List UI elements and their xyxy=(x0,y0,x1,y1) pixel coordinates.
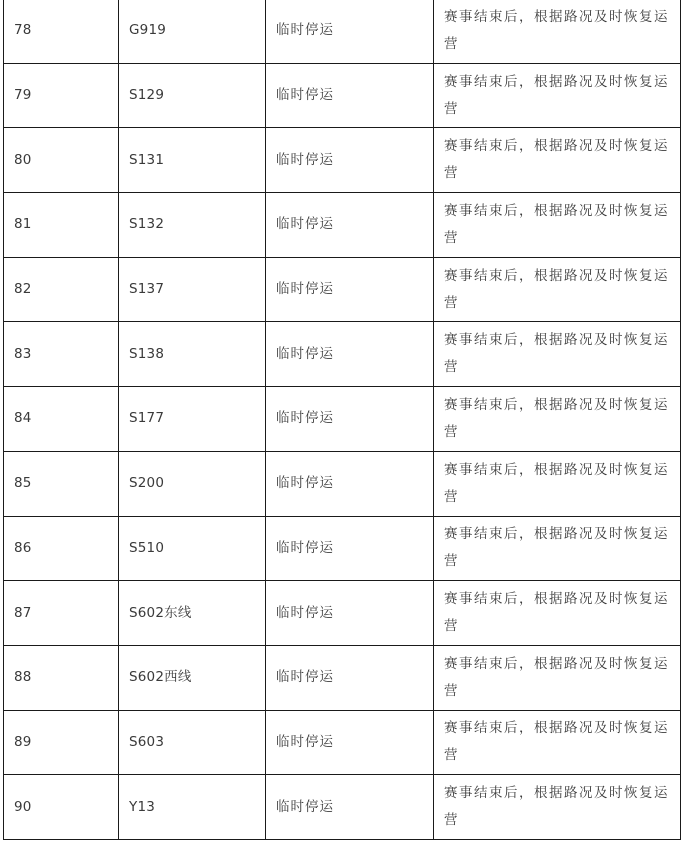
table-row xyxy=(4,710,681,775)
road-code-cell: S131 xyxy=(119,128,266,193)
note-cell: 赛事结束后，根据路况及时恢复运营 xyxy=(434,581,681,646)
route-status-table xyxy=(3,0,681,840)
table-row xyxy=(4,257,681,322)
row-number-cell: 86 xyxy=(4,516,119,581)
road-code-cell: G919 xyxy=(119,0,266,63)
row-number-cell: 78 xyxy=(4,0,119,63)
table-row xyxy=(4,451,681,516)
note-cell: 赛事结束后，根据路况及时恢复运营 xyxy=(434,257,681,322)
status-cell: 临时停运 xyxy=(266,581,434,646)
status-cell: 临时停运 xyxy=(266,775,434,840)
status-cell: 临时停运 xyxy=(266,63,434,128)
table-row xyxy=(4,581,681,646)
table-row xyxy=(4,645,681,710)
note-cell: 赛事结束后，根据路况及时恢复运营 xyxy=(434,128,681,193)
table-row xyxy=(4,0,681,63)
road-code-cell: S603 xyxy=(119,710,266,775)
road-code-cell: S602东线 xyxy=(119,581,266,646)
table-row xyxy=(4,63,681,128)
table-row xyxy=(4,128,681,193)
row-number-cell: 90 xyxy=(4,775,119,840)
row-number-cell: 83 xyxy=(4,322,119,387)
table-row xyxy=(4,193,681,258)
status-cell: 临时停运 xyxy=(266,645,434,710)
status-cell: 临时停运 xyxy=(266,387,434,452)
status-cell: 临时停运 xyxy=(266,128,434,193)
status-cell: 临时停运 xyxy=(266,516,434,581)
road-code-cell: S129 xyxy=(119,63,266,128)
row-number-cell: 89 xyxy=(4,710,119,775)
note-cell: 赛事结束后，根据路况及时恢复运营 xyxy=(434,775,681,840)
note-cell: 赛事结束后，根据路况及时恢复运营 xyxy=(434,645,681,710)
status-cell: 临时停运 xyxy=(266,322,434,387)
row-number-cell: 85 xyxy=(4,451,119,516)
road-code-cell: S177 xyxy=(119,387,266,452)
row-number-cell: 87 xyxy=(4,581,119,646)
note-cell: 赛事结束后，根据路况及时恢复运营 xyxy=(434,387,681,452)
row-number-cell: 80 xyxy=(4,128,119,193)
note-cell: 赛事结束后，根据路况及时恢复运营 xyxy=(434,322,681,387)
road-code-cell: S200 xyxy=(119,451,266,516)
note-cell: 赛事结束后，根据路况及时恢复运营 xyxy=(434,63,681,128)
road-code-cell: Y13 xyxy=(119,775,266,840)
row-number-cell: 88 xyxy=(4,645,119,710)
status-cell: 临时停运 xyxy=(266,451,434,516)
status-cell: 临时停运 xyxy=(266,193,434,258)
row-number-cell: 81 xyxy=(4,193,119,258)
status-cell: 临时停运 xyxy=(266,0,434,63)
table-row xyxy=(4,775,681,840)
note-cell: 赛事结束后，根据路况及时恢复运营 xyxy=(434,193,681,258)
road-code-cell: S132 xyxy=(119,193,266,258)
table-row xyxy=(4,387,681,452)
note-cell: 赛事结束后，根据路况及时恢复运营 xyxy=(434,710,681,775)
row-number-cell: 84 xyxy=(4,387,119,452)
table-body xyxy=(4,0,681,839)
road-code-cell: S137 xyxy=(119,257,266,322)
note-cell: 赛事结束后，根据路况及时恢复运营 xyxy=(434,0,681,63)
route-status-table-container xyxy=(3,0,680,840)
note-cell: 赛事结束后，根据路况及时恢复运营 xyxy=(434,516,681,581)
row-number-cell: 82 xyxy=(4,257,119,322)
road-code-cell: S510 xyxy=(119,516,266,581)
row-number-cell: 79 xyxy=(4,63,119,128)
table-row xyxy=(4,516,681,581)
table-row xyxy=(4,322,681,387)
road-code-cell: S138 xyxy=(119,322,266,387)
road-code-cell: S602西线 xyxy=(119,645,266,710)
status-cell: 临时停运 xyxy=(266,710,434,775)
note-cell: 赛事结束后，根据路况及时恢复运营 xyxy=(434,451,681,516)
status-cell: 临时停运 xyxy=(266,257,434,322)
